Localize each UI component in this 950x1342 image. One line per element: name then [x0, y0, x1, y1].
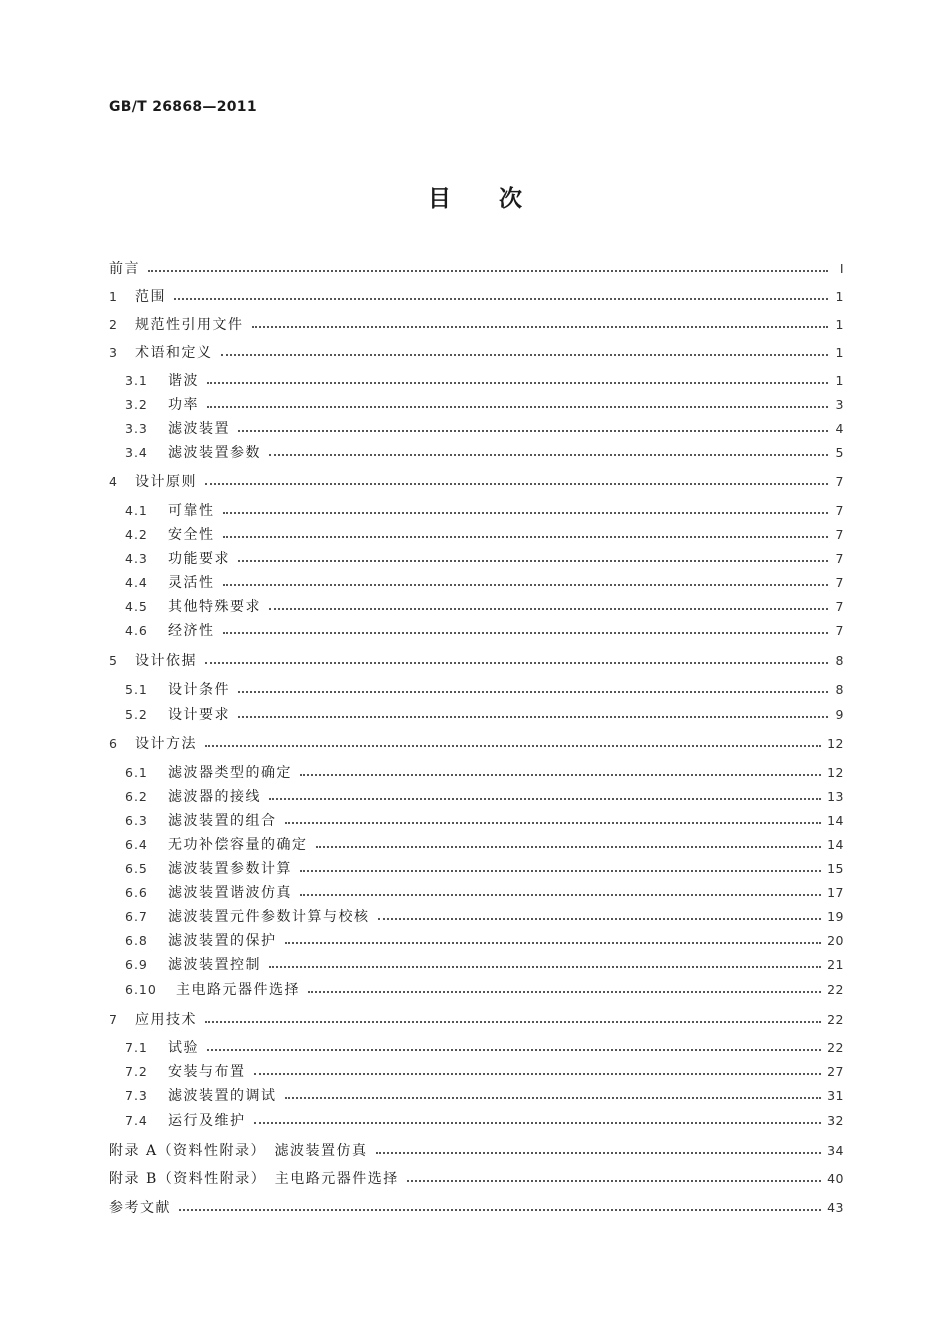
- toc-entry-number: 4.1: [125, 502, 148, 518]
- toc-entry-label: 经济性: [168, 623, 215, 639]
- toc-entry-number: 4.3: [125, 550, 148, 566]
- toc-entry-number: 6.10: [125, 981, 157, 997]
- dot-leader: [316, 846, 822, 848]
- dot-leader: [300, 774, 821, 776]
- toc-entry-label: 功率: [168, 397, 199, 413]
- dot-leader: [300, 894, 821, 896]
- toc-entry-page: 1: [835, 344, 844, 360]
- toc-entry[interactable]: [109, 977, 844, 1001]
- toc-entry-page: 15: [827, 860, 844, 876]
- dot-leader: [407, 1180, 821, 1182]
- dot-leader: [223, 512, 829, 514]
- toc-entry-label: 其他特殊要求: [168, 599, 261, 615]
- toc-entry[interactable]: [109, 340, 844, 364]
- dot-leader: [285, 1097, 822, 1099]
- toc-entry-page: 14: [827, 812, 844, 828]
- toc-entry-page: 1: [835, 288, 844, 304]
- toc-entry-number: 6.3: [125, 812, 148, 828]
- toc-entry-number: 3.4: [125, 444, 148, 460]
- toc-entry[interactable]: [109, 1108, 844, 1132]
- toc-entry[interactable]: [109, 1059, 844, 1083]
- toc-entry[interactable]: [109, 856, 844, 880]
- dot-leader: [269, 798, 821, 800]
- toc-entry-label: 无功补偿容量的确定: [168, 837, 308, 853]
- toc-entry-page: 9: [835, 706, 844, 722]
- toc-entry-label: 滤波装置的调试: [168, 1088, 277, 1104]
- toc-entry-label: 运行及维护: [168, 1113, 246, 1129]
- toc-entry[interactable]: [109, 469, 844, 493]
- toc-entry-number: 6.8: [125, 932, 148, 948]
- toc-entry-label: 规范性引用文件: [135, 317, 244, 333]
- toc-entry-page: 21: [827, 956, 844, 972]
- toc-entry-label: 灵活性: [168, 575, 215, 591]
- toc-entry-number: 6.2: [125, 788, 148, 804]
- dot-leader: [238, 560, 828, 562]
- toc-entry-label: 设计条件: [168, 682, 230, 698]
- dot-leader: [174, 298, 828, 300]
- toc-entry-number: 7.2: [125, 1063, 148, 1079]
- toc-entry-label: 滤波装置参数计算: [168, 861, 292, 877]
- dot-leader: [205, 483, 828, 485]
- toc-entry-page: 22: [827, 981, 844, 997]
- dot-leader: [308, 991, 821, 993]
- toc-entry-number: 2: [109, 316, 118, 332]
- dot-leader: [285, 822, 822, 824]
- toc-entry-label: 滤波装置谐波仿真: [168, 885, 292, 901]
- toc-entry-page: 12: [827, 735, 844, 751]
- toc-entry-label: 试验: [168, 1040, 199, 1056]
- toc-entry-number: 6.5: [125, 860, 148, 876]
- toc-entry[interactable]: [109, 784, 844, 808]
- toc-entry[interactable]: [109, 546, 844, 570]
- toc-entry-number: 4.5: [125, 598, 148, 614]
- page-title: 目 次: [427, 186, 522, 212]
- toc-entry-page: 34: [827, 1142, 844, 1158]
- toc-entry-number: 7.4: [125, 1112, 148, 1128]
- toc-entry[interactable]: [109, 952, 844, 976]
- toc-entry-number: 4.4: [125, 574, 148, 590]
- toc-entry-label: 术语和定义: [135, 345, 213, 361]
- toc-entry-label: 滤波器的接线: [168, 789, 261, 805]
- toc-entry[interactable]: [109, 1195, 844, 1219]
- toc-entry-page: 4: [835, 420, 844, 436]
- dot-leader: [269, 454, 828, 456]
- dot-leader: [252, 326, 829, 328]
- toc-entry-page: 7: [835, 574, 844, 590]
- dot-leader: [269, 608, 828, 610]
- toc-entry[interactable]: [109, 832, 844, 856]
- dot-leader: [148, 270, 828, 272]
- toc-entry[interactable]: [109, 904, 844, 928]
- toc-entry-label: 前言: [109, 261, 140, 277]
- toc-entry[interactable]: [109, 1007, 844, 1031]
- toc-entry-number: 5.1: [125, 681, 148, 697]
- toc-entry-label: 可靠性: [168, 503, 215, 519]
- toc-entry[interactable]: [109, 880, 844, 904]
- toc-entry-label: 范围: [135, 289, 166, 305]
- toc-entry-page: 12: [827, 764, 844, 780]
- toc-entry-page: 1: [835, 316, 844, 332]
- toc-entry-label: 安装与布置: [168, 1064, 246, 1080]
- toc-entry-number: 6.1: [125, 764, 148, 780]
- toc-entry-page: 31: [827, 1087, 844, 1103]
- toc-entry-page: 8: [835, 652, 844, 668]
- toc-entry-number: 4.6: [125, 622, 148, 638]
- dot-leader: [223, 632, 829, 634]
- toc-entry[interactable]: [109, 416, 844, 440]
- toc-entry-label: 滤波装置的保护: [168, 933, 277, 949]
- toc-entry-label: 附录 A（资料性附录） 滤波装置仿真: [109, 1143, 368, 1159]
- toc-entry[interactable]: [109, 1035, 844, 1059]
- dot-leader: [223, 584, 829, 586]
- toc-entry-page: 7: [835, 598, 844, 614]
- toc-entry-page: 7: [835, 502, 844, 518]
- toc-entry[interactable]: [109, 928, 844, 952]
- toc-entry[interactable]: [109, 702, 844, 726]
- toc-entry-number: 3.1: [125, 372, 148, 388]
- toc-entry-label: 滤波装置元件参数计算与校核: [168, 909, 370, 925]
- dot-leader: [205, 1021, 821, 1023]
- dot-leader: [221, 354, 829, 356]
- toc-entry-page: 5: [835, 444, 844, 460]
- toc-entry-label: 主电路元器件选择: [176, 982, 300, 998]
- toc-entry[interactable]: [109, 677, 844, 701]
- toc-entry[interactable]: [109, 312, 844, 336]
- dot-leader: [223, 536, 829, 538]
- toc-entry-page: 13: [827, 788, 844, 804]
- toc-entry[interactable]: [109, 368, 844, 392]
- toc-entry-label: 设计依据: [135, 653, 197, 669]
- toc-entry-number: 6.9: [125, 956, 148, 972]
- toc-entry[interactable]: [109, 284, 844, 308]
- toc-entry-number: 6.6: [125, 884, 148, 900]
- dot-leader: [269, 966, 821, 968]
- toc-entry[interactable]: [109, 498, 844, 522]
- dot-leader: [285, 942, 822, 944]
- toc-entry-page: Ⅰ: [839, 260, 844, 276]
- toc-entry-number: 6.4: [125, 836, 148, 852]
- toc-entry-label: 滤波装置: [168, 421, 230, 437]
- toc-entry-label: 功能要求: [168, 551, 230, 567]
- toc-entry[interactable]: [109, 1138, 844, 1162]
- toc-entry-page: 3: [835, 396, 844, 412]
- toc-entry-label: 应用技术: [135, 1012, 197, 1028]
- toc-entry-page: 22: [827, 1011, 844, 1027]
- dot-leader: [207, 382, 828, 384]
- toc-entry-page: 1: [835, 372, 844, 388]
- toc-entry-page: 7: [835, 550, 844, 566]
- toc-entry-page: 22: [827, 1039, 844, 1055]
- toc-entry-label: 设计方法: [135, 736, 197, 752]
- toc-entry-page: 19: [827, 908, 844, 924]
- toc-entry[interactable]: [109, 1083, 844, 1107]
- dot-leader: [376, 1152, 822, 1154]
- toc-entry-number: 6.7: [125, 908, 148, 924]
- dot-leader: [300, 870, 821, 872]
- toc-entry-number: 7.3: [125, 1087, 148, 1103]
- dot-leader: [238, 691, 828, 693]
- toc-entry-label: 谐波: [168, 373, 199, 389]
- toc-entry[interactable]: [109, 392, 844, 416]
- dot-leader: [254, 1073, 822, 1075]
- toc-entry[interactable]: [109, 648, 844, 672]
- toc-entry-label: 滤波装置参数: [168, 445, 261, 461]
- dot-leader: [238, 430, 828, 432]
- toc-entry-number: 7: [109, 1011, 118, 1027]
- toc-entry-page: 27: [827, 1063, 844, 1079]
- toc-entry-number: 3.3: [125, 420, 148, 436]
- standard-code: GB/T 26868—2011: [109, 99, 257, 115]
- dot-leader: [179, 1209, 821, 1211]
- toc-entry-page: 43: [827, 1199, 844, 1215]
- toc-entry-number: 5.2: [125, 706, 148, 722]
- toc-entry-page: 40: [827, 1170, 844, 1186]
- toc-entry-number: 4.2: [125, 526, 148, 542]
- toc-entry-number: 1: [109, 288, 118, 304]
- toc-entry-number: 3: [109, 344, 118, 360]
- toc-entry-label: 滤波装置控制: [168, 957, 261, 973]
- toc-entry-number: 7.1: [125, 1039, 148, 1055]
- toc-entry[interactable]: [109, 760, 844, 784]
- toc-entry-number: 4: [109, 473, 118, 489]
- toc-entry-number: 5: [109, 652, 118, 668]
- dot-leader: [205, 662, 828, 664]
- toc-entry-page: 20: [827, 932, 844, 948]
- toc-entry-label: 设计要求: [168, 707, 230, 723]
- toc-entry[interactable]: [109, 570, 844, 594]
- toc-entry[interactable]: [109, 440, 844, 464]
- toc-entry-label: 滤波器类型的确定: [168, 765, 292, 781]
- toc-entry-number: 6: [109, 735, 118, 751]
- toc-entry-page: 17: [827, 884, 844, 900]
- toc-entry-label: 滤波装置的组合: [168, 813, 277, 829]
- toc-entry-label: 附录 B（资料性附录） 主电路元器件选择: [109, 1171, 399, 1187]
- toc-entry-page: 7: [835, 473, 844, 489]
- toc-entry-label: 参考文献: [109, 1200, 171, 1216]
- toc-entry-page: 8: [835, 681, 844, 697]
- dot-leader: [207, 406, 828, 408]
- toc-entry[interactable]: [109, 256, 844, 280]
- toc-entry-page: 14: [827, 836, 844, 852]
- toc-entry[interactable]: [109, 731, 844, 755]
- toc-entry[interactable]: [109, 618, 844, 642]
- toc-entry-label: 安全性: [168, 527, 215, 543]
- dot-leader: [378, 918, 822, 920]
- toc-entry[interactable]: [109, 808, 844, 832]
- toc-entry[interactable]: [109, 522, 844, 546]
- dot-leader: [207, 1049, 821, 1051]
- dot-leader: [238, 716, 828, 718]
- toc-entry-page: 32: [827, 1112, 844, 1128]
- toc-entry-label: 设计原则: [135, 474, 197, 490]
- toc-entry-number: 3.2: [125, 396, 148, 412]
- dot-leader: [254, 1122, 822, 1124]
- toc-entry[interactable]: [109, 594, 844, 618]
- dot-leader: [205, 745, 821, 747]
- toc-entry-page: 7: [835, 622, 844, 638]
- toc-entry[interactable]: [109, 1166, 844, 1190]
- toc-entry-page: 7: [835, 526, 844, 542]
